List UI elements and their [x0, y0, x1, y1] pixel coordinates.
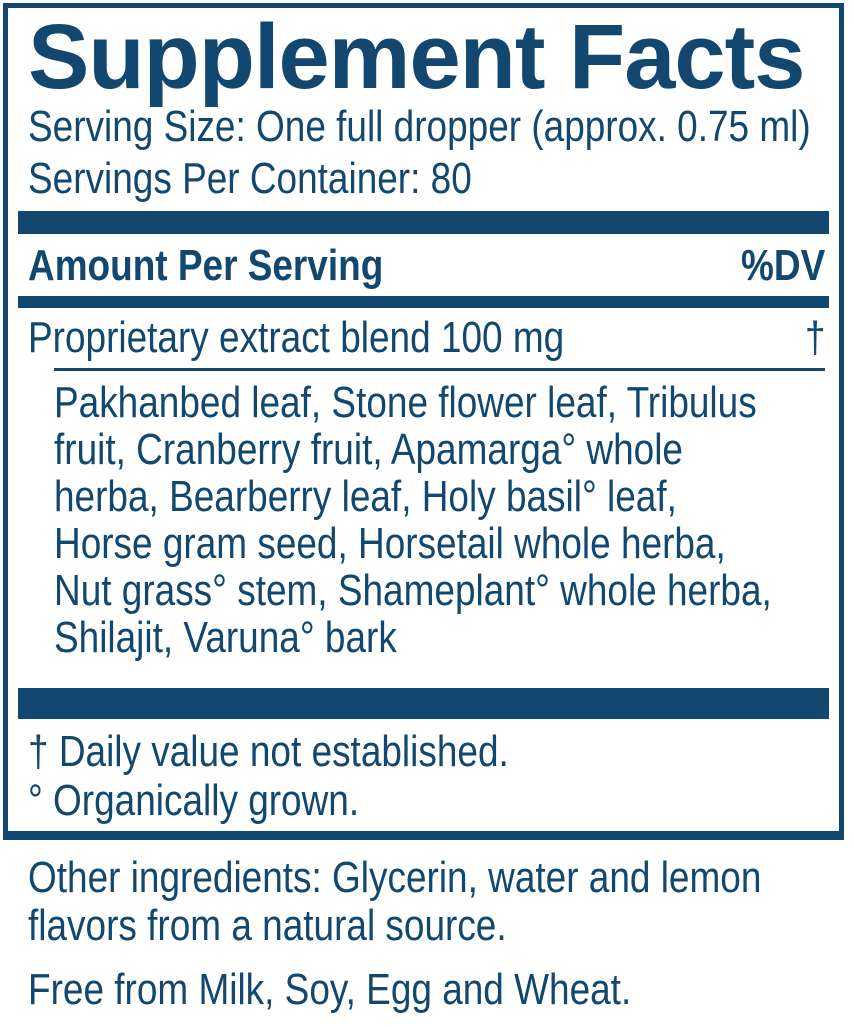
serving-size-line: [28, 101, 825, 153]
nutrient-name: Proprietary extract blend 100 mg: [28, 313, 565, 363]
footnotes: [28, 727, 825, 825]
ingredient-line: [54, 520, 825, 567]
ingredient-line-text: Horse gram seed, Horsetail whole herba,: [54, 519, 726, 569]
footnote-daily-value: [28, 727, 825, 776]
other-ingredients-line: [28, 902, 854, 950]
dv-header: %DV: [740, 241, 825, 291]
servings-per-container-text: Servings Per Container: 80: [28, 154, 472, 204]
ingredient-line: [54, 567, 825, 614]
free-from-line-text: Free from Milk, Soy, Egg and Wheat.: [28, 965, 632, 1015]
ingredient-line: [54, 379, 825, 426]
footnote-daily-value-text: † Daily value not established.: [28, 727, 509, 777]
nutrient-underline-rule: [54, 368, 825, 371]
other-ingredients-line-text: flavors from a natural source.: [28, 901, 507, 951]
divider-bar-thick-bottom: [18, 688, 829, 719]
ingredient-list: [54, 379, 825, 661]
divider-bar-thick-top: [18, 211, 829, 234]
ingredient-line-text: Pakhanbed leaf, Stone flower leaf, Tribulus: [54, 378, 757, 428]
serving-size-text: Serving Size: One full dropper (approx. 0.75 ml): [28, 102, 811, 152]
below-panel: [28, 854, 854, 1014]
ingredient-line-text: fruit, Cranberry fruit, Apamarga° whole: [54, 425, 683, 475]
ingredient-line: [54, 473, 825, 520]
ingredient-line-text: herba, Bearberry leaf, Holy basil° leaf,: [54, 472, 677, 522]
ingredient-line-text: Shilajit, Varuna° bark: [54, 613, 397, 663]
supplement-label: [0, 3, 854, 1027]
nutrient-row: [28, 313, 825, 363]
nutrient-dv-symbol: †: [804, 313, 825, 363]
footnote-organic: [28, 776, 825, 825]
facts-panel: [3, 3, 844, 840]
other-ingredients-line: [28, 854, 854, 902]
panel-title: Supplement Facts: [28, 6, 805, 108]
divider-bar-medium: [18, 296, 829, 308]
servings-per-container-line: [28, 153, 825, 205]
ingredient-line: [54, 614, 825, 661]
other-ingredients-line-text: Other ingredients: Glycerin, water and lemon: [28, 853, 762, 903]
amount-per-serving-header: Amount Per Serving: [28, 241, 384, 291]
footnote-organic-text: ° Organically grown.: [28, 776, 360, 826]
free-from-text: [28, 966, 854, 1014]
column-header-row: [28, 242, 825, 290]
ingredient-line: [54, 426, 825, 473]
other-ingredients-text: [28, 854, 854, 950]
ingredient-line-text: Nut grass° stem, Shameplant° whole herba,: [54, 566, 772, 616]
